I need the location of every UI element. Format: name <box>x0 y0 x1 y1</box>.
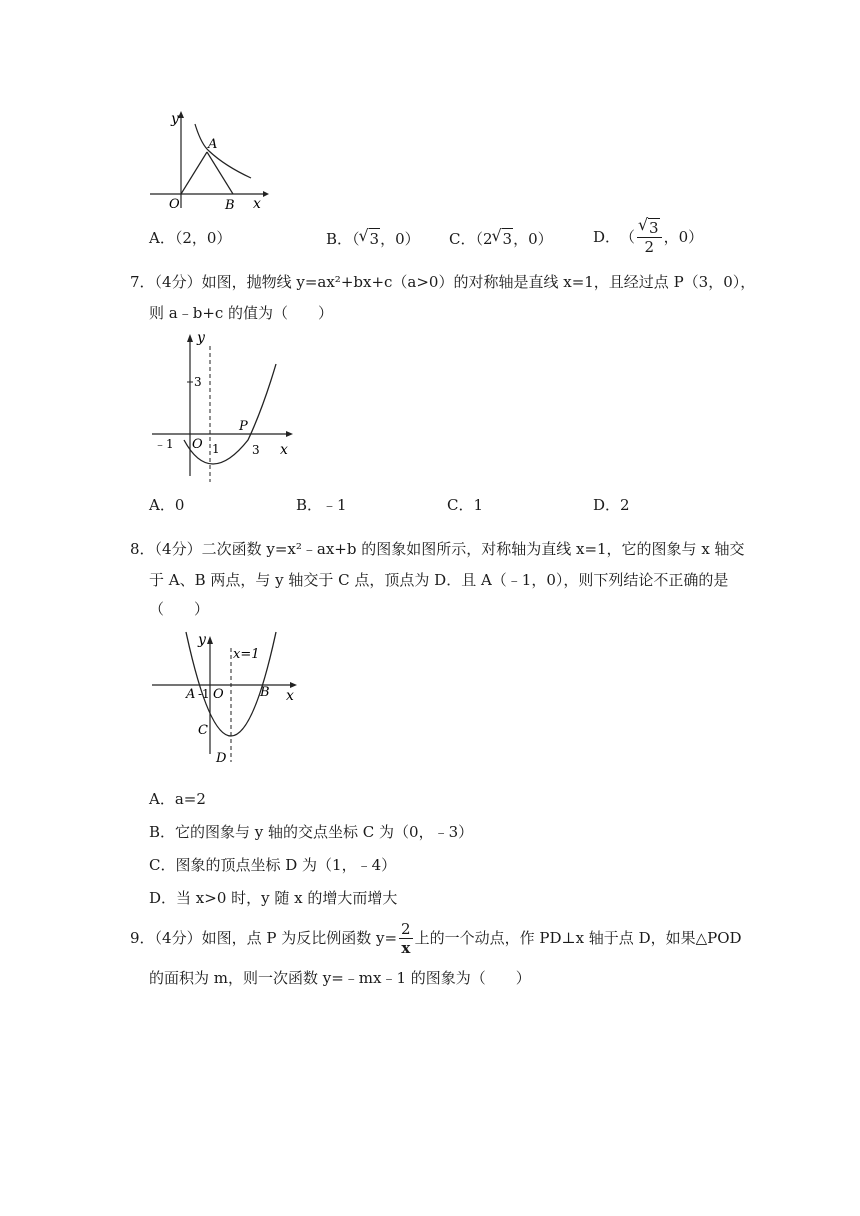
q7-x-arrow <box>286 431 293 437</box>
q7-label-1: 1 <box>212 442 220 456</box>
q8-label-x: x <box>286 688 294 704</box>
q7-label-x: x <box>280 442 288 458</box>
q7-option-c[interactable]: C．1 <box>447 496 484 514</box>
sqrt-symbol: √ 3 <box>360 228 381 249</box>
q6-hyperbola <box>195 124 251 178</box>
q7-label-3x: 3 <box>252 443 260 457</box>
q7-label-neg1: ﹣1 <box>154 437 174 451</box>
q6-label-a: A <box>208 137 218 152</box>
q8-figure <box>148 628 303 768</box>
q7-option-b[interactable]: B．﹣1 <box>296 496 347 514</box>
q8-label-d: D <box>216 751 227 766</box>
q8-stem-line1: 8．（4分）二次函数 y=x²﹣ax+b 的图象如图所示，对称轴为直线 x=1，它的图象与 x 轴交 <box>130 540 745 558</box>
q7-stem-line1: 7．（4分）如图，抛物线 y=ax²+bx+c（a>0）的对称轴是直线 x=1，且经过点 P（3，0）， <box>130 273 756 291</box>
q8-y-arrow <box>207 636 213 644</box>
q7-label-o: O <box>192 437 203 452</box>
q9-stem-line2: 的面积为 m，则一次函数 y=﹣mx﹣1 的图象为（ ） <box>149 969 531 987</box>
q8-label-y: y <box>198 632 206 648</box>
q6-label-x: x <box>253 196 261 212</box>
q6-segment-oa <box>181 152 207 194</box>
q6-figure <box>145 106 270 212</box>
q6-label-y: y <box>171 111 179 127</box>
q6-label-b: B <box>225 198 235 212</box>
q8-label-c: C <box>198 723 208 738</box>
q7-label-y: y <box>197 330 205 346</box>
q6-option-d[interactable]: D． （ √ $\frac{3}{2}$ ，0） <box>593 213 703 261</box>
q7-option-a[interactable]: A．0 <box>149 496 185 514</box>
fraction: $\frac{2}{x}$ <box>401 919 411 957</box>
q7-y-arrow <box>187 334 193 342</box>
q8-option-c[interactable]: C．图象的顶点坐标 D 为（1，﹣4） <box>149 856 397 874</box>
q8-label-sym: x=1 <box>233 647 260 662</box>
q7-stem-line2: 则 a﹣b+c 的值为（ ） <box>149 304 334 322</box>
q8-option-a[interactable]: A．a=2 <box>149 790 206 808</box>
q8-label-o: O <box>213 687 224 702</box>
q6-option-b[interactable]: B．（√ 3，0） <box>326 228 420 249</box>
q9-stem-line1: 9．（4分）如图，点 P 为反比例函数 y= $\frac{2}{x}$ 上的一个动点，作 PD⊥x 轴于点 D，如果△POD <box>130 919 742 957</box>
q8-label-b: B <box>260 685 270 700</box>
q8-label-neg1: -1 <box>198 687 210 701</box>
q6-option-c[interactable]: C．（2√ 3，0） <box>449 228 553 249</box>
q7-option-d[interactable]: D．2 <box>593 496 630 514</box>
q8-option-b[interactable]: B．它的图象与 y 轴的交点坐标 C 为（0，﹣3） <box>149 823 474 841</box>
sqrt-symbol: √ 3 <box>639 218 660 237</box>
sqrt-symbol: √ 3 <box>493 228 514 249</box>
q6-option-a[interactable]: A．（2，0） <box>149 229 232 247</box>
q6-x-arrow <box>263 191 269 197</box>
q8-option-d[interactable]: D．当 x>0 时，y 随 x 的增大而增大 <box>149 889 398 907</box>
q8-label-a: A <box>186 687 196 702</box>
q7-label-p: P <box>239 419 248 434</box>
fraction: √ $\frac{3}{2}$ <box>637 218 662 256</box>
q8-stem-line2: 于 A、B 两点，与 y 轴交于 C 点，顶点为 D．且 A（﹣1，0），则下列结论不正确的是 <box>149 571 729 589</box>
q7-label-3y: 3 <box>194 375 202 389</box>
q7-figure <box>148 328 298 488</box>
q6-label-o: O <box>169 197 180 212</box>
q6-segment-ab <box>207 152 233 194</box>
q8-stem-line3: （ ） <box>149 600 210 618</box>
